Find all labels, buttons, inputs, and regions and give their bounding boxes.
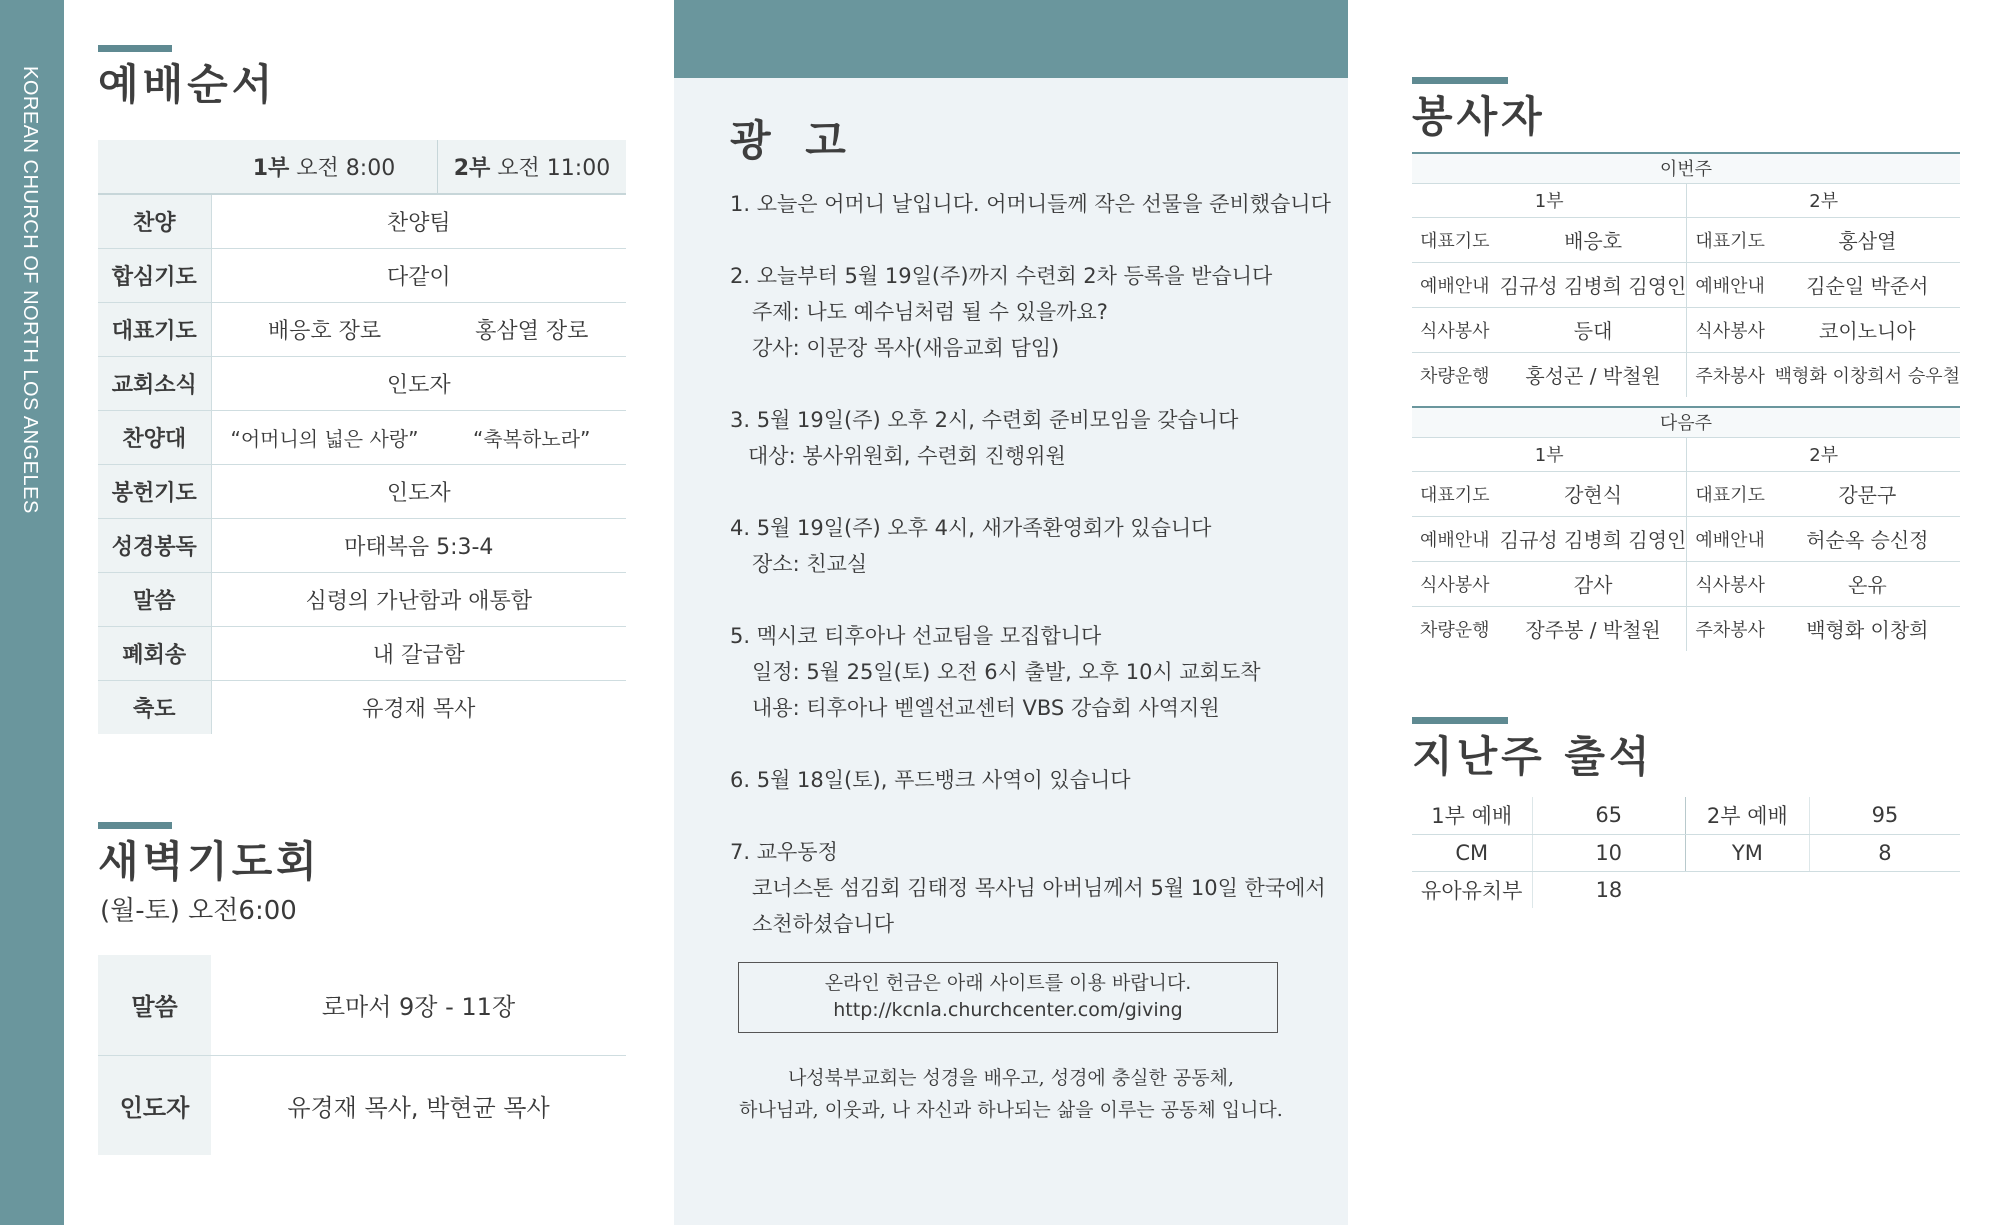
volunteer-names: 강현식 [1500, 471, 1687, 516]
header-empty-cell [98, 140, 211, 194]
volunteer-names: 홍성곤 / 박철원 [1525, 364, 1661, 389]
row-value: 찬양팀 [211, 194, 626, 248]
role-label: 주차봉사 [1687, 352, 1775, 397]
attendance-heading [1412, 717, 1653, 780]
row-label: 교회소식 [98, 356, 211, 410]
row-value: 유경재 목사 [211, 680, 626, 734]
role-label: 예배안내 [1412, 516, 1500, 561]
announcement-text: 1. 오늘은 어머니 날입니다. 어머니들께 작은 선물을 준비했습니다 [730, 192, 1331, 216]
attendance-label: YM [1685, 834, 1809, 871]
row-label: 축도 [98, 680, 211, 734]
table-row [1412, 606, 1960, 651]
role-label: 차량운행 [1420, 619, 1490, 641]
role-label: 식사봉사 [1412, 307, 1500, 352]
volunteer-names: 감사 [1500, 561, 1687, 606]
announcement-detail: 주제: 나도 예수님처럼 될 수 있을까요? [752, 300, 1108, 324]
table-row [98, 194, 626, 248]
row-value: 인도자 [211, 356, 626, 410]
table-row [1412, 307, 1960, 352]
announcement-detail: 내용: 티후아나 벧엘선교센터 VBS 강습회 사역지원 [752, 696, 1220, 720]
table-row [98, 464, 626, 518]
announcement-detail: 강사: 이문장 목사(새음교회 담임) [752, 336, 1060, 360]
announcement-detail: 장소: 친교실 [752, 552, 868, 576]
role-label: 대표기도 [1412, 471, 1500, 516]
volunteer-names: 코이노니아 [1775, 307, 1960, 352]
panel-top-band [674, 0, 1348, 78]
role-label: 식사봉사 [1412, 561, 1500, 606]
row-label: 찬양대 [98, 410, 211, 464]
role-label: 식사봉사 [1687, 561, 1775, 606]
dawn-prayer-table [98, 955, 626, 1155]
attendance-label: 2부 예배 [1685, 797, 1809, 834]
table-row [98, 302, 626, 356]
row-label: 인도자 [98, 1055, 211, 1155]
side-band [0, 0, 64, 1225]
row-value-service1: “어머니의 넓은 사랑” [211, 410, 437, 464]
table-row [98, 680, 626, 734]
row-label: 합심기도 [98, 248, 211, 302]
worship-order-title: 예배순서 [98, 60, 277, 109]
row-label: 봉헌기도 [98, 464, 211, 518]
row-label: 대표기도 [98, 302, 211, 356]
heading-accent-bar [98, 822, 172, 829]
attendance-label: CM [1412, 834, 1532, 871]
motto-line: 나성북부교회는 성경을 배우고, 성경에 충실한 공동체, [787, 1067, 1235, 1089]
volunteer-names: 김순일 박준서 [1775, 262, 1960, 307]
row-value-service2: “축복하노라” [437, 410, 626, 464]
volunteer-names: 온유 [1775, 561, 1960, 606]
row-label: 폐회송 [98, 626, 211, 680]
empty-cell [1685, 871, 1960, 908]
role-label: 대표기도 [1687, 217, 1775, 262]
volunteer-names: 홍삼열 [1775, 217, 1960, 262]
attendance-value: 65 [1532, 797, 1685, 834]
worship-header-row [98, 140, 626, 194]
attendance-table [1412, 797, 1960, 908]
announcement-item-6 [730, 762, 1131, 798]
volunteers-title: 봉사자 [1412, 92, 1546, 141]
giving-url-link[interactable]: http://kcnla.churchcenter.com/giving [833, 999, 1183, 1021]
role-label: 예배안내 [1412, 262, 1500, 307]
row-value: 유경재 목사, 박현균 목사 [287, 1093, 550, 1122]
dawn-prayer-title: 새벽기도회 [98, 837, 321, 886]
heading-accent-bar [98, 45, 172, 52]
table-row [1412, 352, 1960, 397]
announcement-item-7 [730, 834, 1326, 942]
announcement-text: 2. 오늘부터 5월 19일(주)까지 수련회 2차 등록을 받습니다 [730, 264, 1273, 288]
announcement-detail: 일정: 5월 25일(토) 오전 6시 출발, 오후 10시 교회도착 [752, 660, 1261, 684]
table-row [1412, 561, 1960, 606]
role-label: 예배안내 [1687, 262, 1775, 307]
announcement-text: 6. 5월 18일(토), 푸드뱅크 사역이 있습니다 [730, 768, 1131, 792]
announcement-item-4 [730, 510, 1211, 582]
row-label: 찬양 [98, 194, 211, 248]
table-row [1412, 834, 1960, 871]
volunteer-names: 백형화 이창희서 승우철 [1774, 365, 1960, 387]
service-header-row [1412, 183, 1960, 217]
role-label: 대표기도 [1687, 471, 1775, 516]
table-row [98, 410, 626, 464]
announcement-item-1 [730, 186, 1331, 222]
service-header-row [1412, 437, 1960, 471]
table-row [1412, 871, 1960, 908]
table-row [1412, 217, 1960, 262]
announcement-detail: 코너스톤 섬김회 김태정 목사님 아버님께서 5월 10일 한국에서 [752, 876, 1326, 900]
attendance-value: 10 [1532, 834, 1685, 871]
volunteer-names: 김규성 김병희 김영인 [1500, 262, 1687, 307]
row-label: 말씀 [98, 572, 211, 626]
online-giving-box [738, 962, 1278, 1033]
worship-order-heading [98, 45, 276, 108]
row-value: 심령의 가난함과 애통함 [211, 572, 626, 626]
volunteers-table [1412, 152, 1960, 651]
table-row [98, 248, 626, 302]
table-row [1412, 797, 1960, 834]
heading-accent-bar [1412, 717, 1508, 724]
row-label: 말씀 [98, 955, 211, 1055]
announcement-item-3 [730, 402, 1238, 474]
announcement-detail: 소천하셨습니다 [752, 912, 895, 936]
volunteer-names: 배응호 [1500, 217, 1687, 262]
table-row [1412, 262, 1960, 307]
announcement-detail: 대상: 봉사위원회, 수련회 진행위원 [748, 444, 1066, 468]
role-label: 식사봉사 [1687, 307, 1775, 352]
announcement-text: 7. 교우동정 [730, 840, 838, 864]
week-label: 다음주 [1412, 407, 1960, 437]
volunteer-names: 백형화 이창희 [1806, 618, 1929, 643]
service2-header: 2부 오전 11:00 [437, 140, 626, 194]
giving-text: 온라인 헌금은 아래 사이트를 이용 바랍니다. [824, 972, 1192, 994]
service1-label: 1부 [1412, 183, 1687, 217]
worship-order-table [98, 140, 626, 734]
attendance-title: 지난주 출석 [1412, 732, 1654, 781]
row-value: 인도자 [211, 464, 626, 518]
row-value: 마태복음 5:3-4 [211, 518, 626, 572]
row-value: 다같이 [211, 248, 626, 302]
role-label: 주차봉사 [1687, 606, 1775, 651]
volunteer-names: 강문구 [1775, 471, 1960, 516]
role-label: 대표기도 [1412, 217, 1500, 262]
table-row [98, 1055, 626, 1155]
week-label: 이번주 [1412, 153, 1960, 183]
announcement-item-5 [730, 618, 1261, 726]
church-motto [674, 1062, 1348, 1126]
motto-line: 하나님과, 이웃과, 나 자신과 하나되는 삶을 이루는 공동체 입니다. [739, 1099, 1283, 1121]
table-row [98, 518, 626, 572]
church-name-vertical: KOREAN CHURCH OF NORTH LOS ANGELES [19, 66, 41, 514]
row-value: 내 갈급함 [211, 626, 626, 680]
week-header-row [1412, 153, 1960, 183]
announcement-text: 5. 멕시코 티후아나 선교팀을 모집합니다 [730, 624, 1102, 648]
announcement-text: 4. 5월 19일(주) 오후 4시, 새가족환영회가 있습니다 [730, 516, 1212, 540]
table-row [98, 626, 626, 680]
spacer-row [1412, 397, 1960, 407]
announcements-title: 광 고 [730, 116, 856, 165]
attendance-value: 95 [1809, 797, 1960, 834]
attendance-value: 8 [1809, 834, 1960, 871]
volunteer-names: 허순옥 승신정 [1775, 516, 1960, 561]
role-label: 예배안내 [1687, 516, 1775, 561]
row-value-service2: 홍삼열 장로 [437, 302, 626, 356]
week-header-row [1412, 407, 1960, 437]
announcement-text: 3. 5월 19일(주) 오후 2시, 수련회 준비모임을 갖습니다 [730, 408, 1239, 432]
role-label: 차량운행 [1420, 365, 1490, 387]
volunteer-names: 장주봉 / 박철원 [1525, 618, 1661, 643]
service1-header: 1부 오전 8:00 [211, 140, 437, 194]
service2-label: 2부 [1687, 437, 1960, 471]
volunteer-names: 김규성 김병희 김영인 [1500, 516, 1687, 561]
table-row [98, 572, 626, 626]
table-row [1412, 516, 1960, 561]
volunteer-names: 등대 [1500, 307, 1687, 352]
announcements-panel [674, 0, 1348, 1225]
announcement-item-2 [730, 258, 1272, 366]
row-value: 로마서 9장 - 11장 [211, 955, 626, 1055]
attendance-label: 유아유치부 [1421, 878, 1523, 903]
heading-accent-bar [1412, 77, 1508, 84]
table-row [98, 955, 626, 1055]
dawn-prayer-schedule: (월-토) 오전6:00 [100, 896, 297, 926]
attendance-label: 1부 예배 [1412, 797, 1532, 834]
dawn-prayer-heading [98, 822, 321, 885]
volunteers-heading [1412, 77, 1546, 140]
row-value-service1: 배응호 장로 [211, 302, 437, 356]
service1-label: 1부 [1412, 437, 1687, 471]
row-label: 성경봉독 [98, 518, 211, 572]
service2-label: 2부 [1687, 183, 1960, 217]
table-row [1412, 471, 1960, 516]
attendance-value: 18 [1532, 871, 1685, 908]
table-row [98, 356, 626, 410]
